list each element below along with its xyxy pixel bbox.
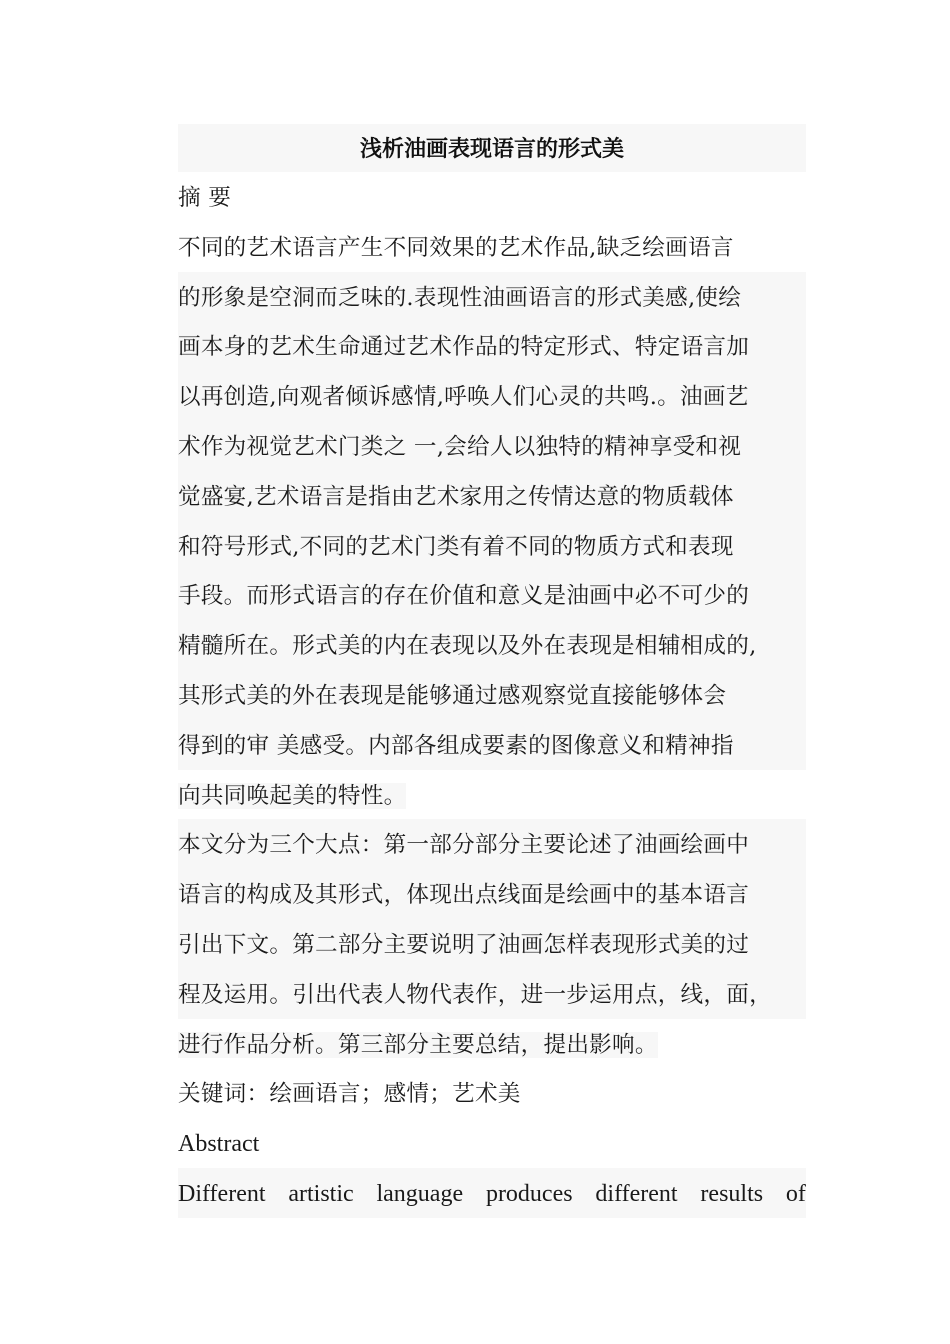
paragraph-line: 和符号形式,不同的艺术门类有着不同的物质方式和表现 — [178, 521, 806, 571]
paragraph-line: 的形象是空洞而乏味的.表现性油画语言的形式美感,使绘 — [178, 272, 806, 322]
abstract-en-word: produces — [485, 1180, 573, 1207]
abstract-paragraph-2 — [178, 819, 806, 1068]
abstract-en-word: results — [700, 1180, 764, 1207]
paragraph-line-text: 向共同唤起美的特性。 — [178, 782, 407, 809]
paragraph-line: 不同的艺术语言产生不同效果的艺术作品,缺乏绘画语言 — [178, 234, 734, 261]
abstract-en-word: of — [785, 1180, 806, 1207]
paragraph-line: 得到的审 美感受。内部各组成要素的图像意义和精神指 — [178, 720, 806, 770]
paragraph-line — [178, 1019, 806, 1069]
abstract-en-heading: Abstract — [178, 1131, 260, 1158]
paragraph-line: 以再创造,向观者倾诉感情,呼唤人们心灵的共鸣.。油画艺 — [178, 371, 806, 421]
paragraph-line: 手段。而形式语言的存在价值和意义是油画中必不可少的 — [178, 570, 806, 620]
abstract-en-word: Different — [178, 1180, 266, 1207]
paragraph-line: 其形式美的外在表现是能够通过感观察觉直接能够体会 — [178, 670, 806, 720]
paragraph-line: 程及运用。引出代表人物代表作，进一步运用点，线，面， — [178, 969, 806, 1019]
paragraph-line: 术作为视觉艺术门类之 一,会给人以独特的精神享受和视 — [178, 421, 806, 471]
document-content — [178, 124, 806, 1218]
paragraph-line-text: 进行作品分析。第三部分主要总结，提出影响。 — [178, 1031, 658, 1058]
paragraph-line: 精髓所在。形式美的内在表现以及外在表现是相辅相成的, — [178, 620, 806, 670]
paragraph-line: 画本身的艺术生命通过艺术作品的特定形式、特定语言加 — [178, 321, 806, 371]
abstract-heading: 摘 要 — [178, 185, 232, 211]
abstract-en-word: different — [595, 1180, 678, 1207]
document-title: 浅析油画表现语言的形式美 — [178, 124, 806, 172]
paragraph-line: 引出下文。第二部分主要说明了油画怎样表现形式美的过 — [178, 919, 806, 969]
paragraph-line: 本文分为三个大点：第一部分部分主要论述了油画绘画中 — [178, 819, 806, 869]
paragraph-line: 语言的构成及其形式，体现出点线面是绘画中的基本语言 — [178, 869, 806, 919]
abstract-en-line — [178, 1168, 806, 1218]
abstract-en-word: language — [376, 1180, 464, 1207]
paragraph-line — [178, 770, 806, 820]
paragraph-line: 觉盛宴,艺术语言是指由艺术家用之传情达意的物质载体 — [178, 471, 806, 521]
abstract-en-word: artistic — [288, 1180, 354, 1207]
abstract-paragraph-1 — [178, 222, 806, 820]
keywords-line: 关键词：绘画语言；感情；艺术美 — [178, 1081, 521, 1108]
